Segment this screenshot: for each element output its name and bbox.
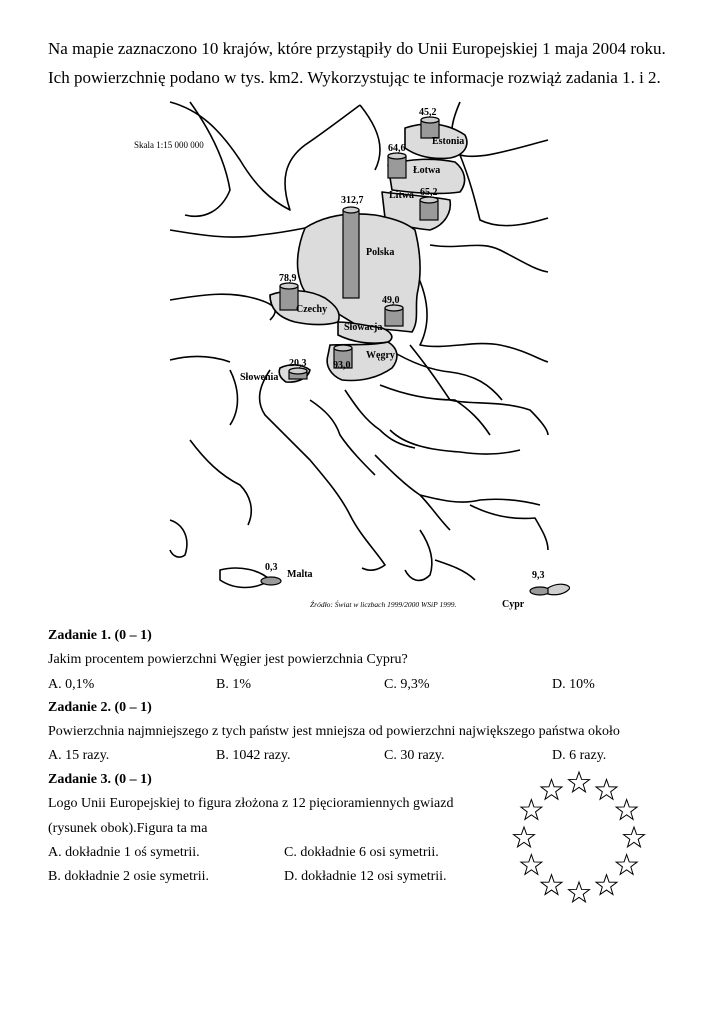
task-1-option-a: A. 0,1% [48,677,95,692]
star-icon [624,827,645,847]
task-2-question: Powierzchnia najmniejszego z tych państw jest mniejsza od powierzchni największego państwa około [48,724,620,739]
star-icon [596,875,617,895]
star-icon [569,882,590,902]
label-malta: Malta [287,569,313,580]
task-3-option-d: D. dokładnie 12 osi symetrii. [284,869,447,884]
task-2-option-a: A. 15 razy. [48,748,110,763]
intro-line-2: Ich powierzchnię podano w tys. km2. Wykorzystując te informacje rozwiąż zadania 1. i 2. [48,68,661,87]
island-cyprus [548,584,570,595]
label-poland: Polska [366,247,395,258]
task-2-option-b: B. 1042 razy. [216,748,291,763]
label-czechia: Czechy [296,304,328,315]
star-icon [521,855,542,875]
cylinder-cyprus [530,587,550,595]
cylinder-malta [261,577,281,585]
label-cyprus: Cypr [502,599,525,610]
value-czechia: 78,9 [279,273,297,284]
task-3-question-line-2: (rysunek obok).Figura ta ma [48,821,208,836]
star-icon [616,855,637,875]
label-estonia: Estonia [432,136,465,147]
task-1-option-b: B. 1% [216,677,251,692]
task-3-option-b: B. dokładnie 2 osie symetrii. [48,869,209,884]
map-scale: Skala 1:15 000 000 [134,140,204,150]
value-slovakia: 49,0 [382,295,400,306]
task-3-option-a: A. dokładnie 1 oś symetrii. [48,845,200,860]
task-3-option-c: C. dokładnie 6 osi symetrii. [284,845,439,860]
label-hungary: Węgry [366,350,395,361]
star-icon [541,779,562,799]
star-icon [521,800,542,820]
value-hungary: 93,0 [333,360,351,371]
star-icon [616,800,637,820]
task-1-question: Jakim procentem powierzchni Węgier jest powierzchnia Cypru? [48,652,408,667]
eu-accession-map [130,100,570,616]
cylinder-poland [343,210,359,298]
task-1-option-d: D. 10% [552,677,595,692]
star-icon [541,875,562,895]
map-source: Źródło: Świat w liczbach 1999/2000 WSiP 1999. [310,600,457,609]
task-2-title: Zadanie 2. (0 – 1) [48,700,152,715]
star-icon [596,779,617,799]
value-lithuania: 65,2 [420,187,438,198]
intro-line-1: Na mapie zaznaczono 10 krajów, które przystąpiły do Unii Europejskiej 1 maja 2004 roku. [48,39,666,58]
task-3-question-line-1: Logo Unii Europejskiej to figura złożona z 12 pięcioramiennych gwiazd [48,796,454,811]
task-1-option-c: C. 9,3% [384,677,430,692]
label-slovenia: Słowenia [240,372,279,383]
value-slovenia: 20,3 [289,358,307,369]
task-2-option-c: C. 30 razy. [384,748,445,763]
star-icon [569,772,590,792]
value-latvia: 64,6 [388,143,406,154]
task-3-title: Zadanie 3. (0 – 1) [48,772,152,787]
label-lithuania: Litwa [389,190,414,201]
eu-stars-logo [504,770,654,910]
value-estonia: 45,2 [419,107,437,118]
intro-text [48,34,688,92]
value-cyprus: 9,3 [532,570,545,581]
value-malta: 0,3 [265,562,278,573]
task-2-option-d: D. 6 razy. [552,748,607,763]
value-poland: 312,7 [341,195,364,206]
label-latvia: Łotwa [413,165,441,176]
task-1-title: Zadanie 1. (0 – 1) [48,628,152,643]
star-icon [514,827,535,847]
label-slovakia: Słowacja [344,322,383,333]
